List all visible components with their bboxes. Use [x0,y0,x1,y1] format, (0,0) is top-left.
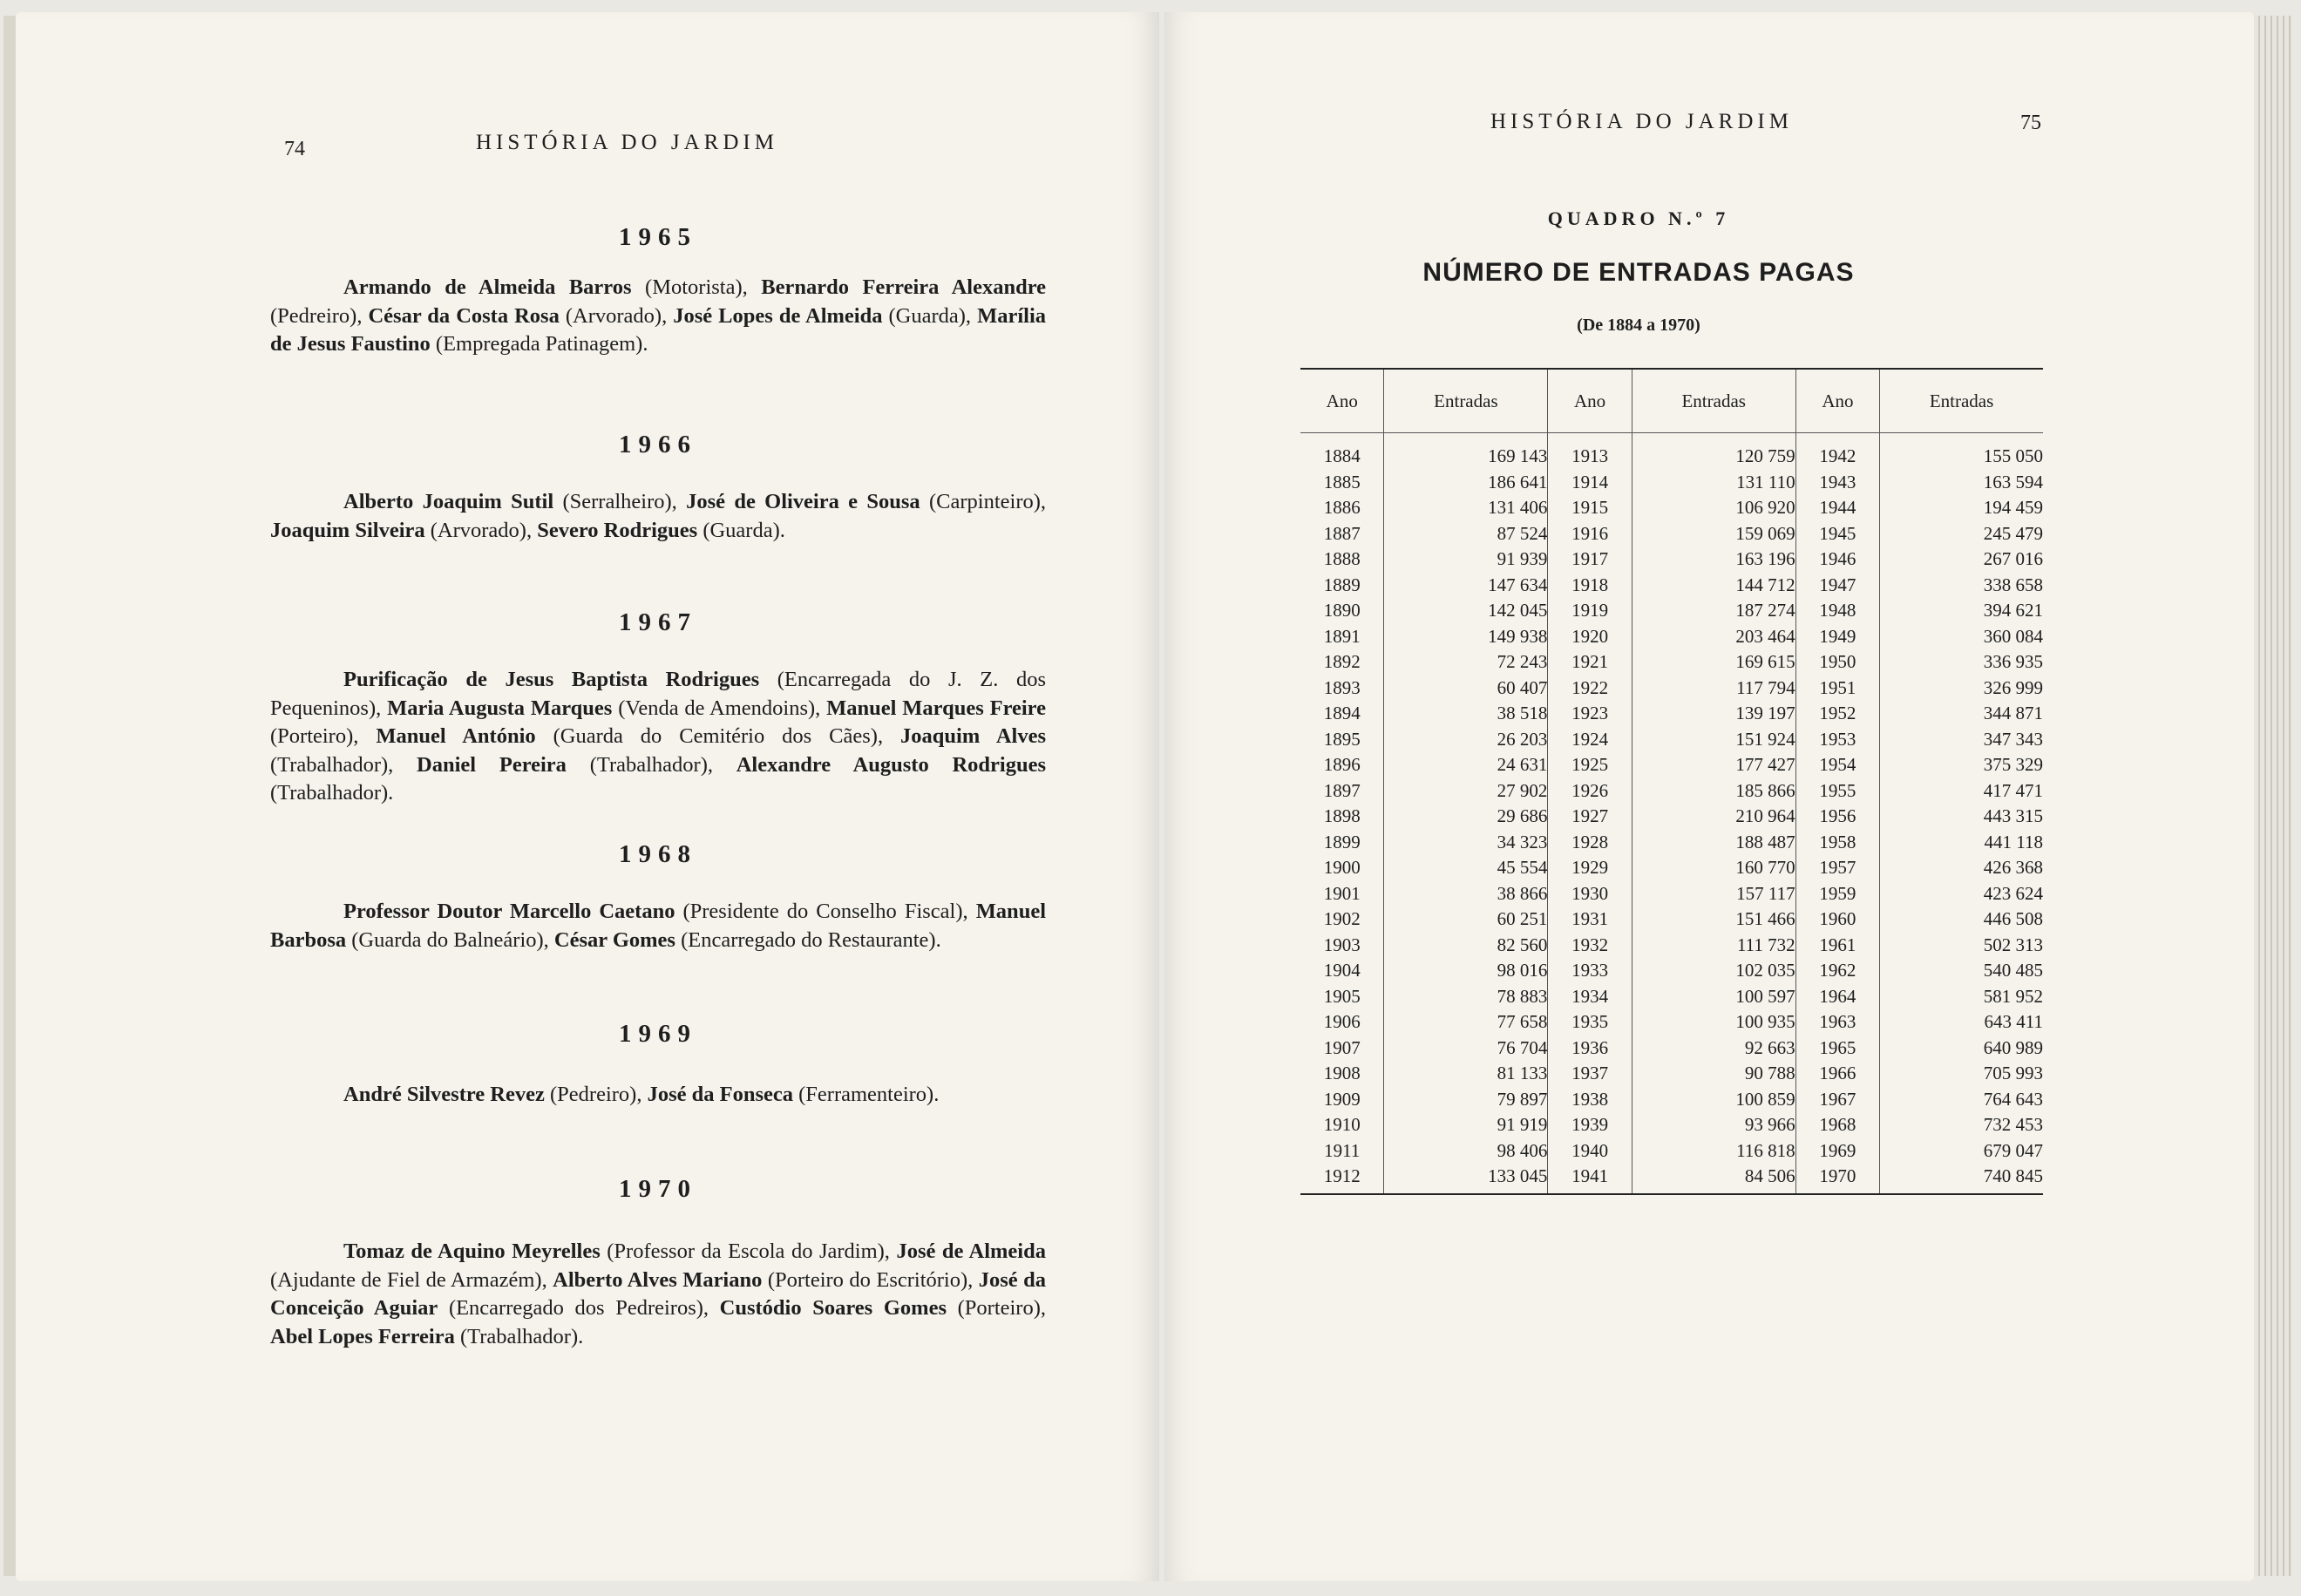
year-cell: 1895 [1300,727,1384,753]
year-cell: 1917 [1548,547,1632,573]
left-running-head: HISTÓRIA DO JARDIM [476,131,778,154]
staff-role: (Guarda), [882,303,978,328]
entries-cell: 92 663 [1632,1036,1795,1062]
table-row [1300,573,2043,599]
year-cell: 1947 [1795,573,1879,599]
staff-role: (Arvorado), [559,303,674,328]
staff-role: (Arvorado), [424,518,538,542]
year-cell: 1957 [1795,855,1879,881]
entries-cell: 336 935 [1983,651,2043,672]
year-cell: 1956 [1795,804,1879,830]
table-row [1300,1087,2043,1113]
staff-paragraph-1966 [270,488,1046,545]
staff-name: Bernardo Ferreira Alexandre [761,275,1046,299]
year-cell: 1940 [1548,1138,1632,1165]
table-row [1300,881,2043,907]
year-cell: 1919 [1548,598,1632,624]
entries-cell: 117 794 [1632,676,1795,702]
year-cell: 1965 [1795,1036,1879,1062]
entries-cell: 157 117 [1632,881,1795,907]
entries-cell: 446 508 [1983,908,2043,929]
year-heading-1966: 1966 [619,431,697,458]
entries-cell: 29 686 [1384,804,1548,830]
entries-cell: 120 759 [1632,433,1795,470]
year-cell: 1942 [1795,433,1879,470]
entries-cell: 27 902 [1384,778,1548,805]
year-cell: 1950 [1795,649,1879,676]
entries-cell: 163 196 [1632,547,1795,573]
staff-name: Daniel Pereira [417,752,567,777]
staff-role: (Trabalhador). [270,781,394,805]
entries-cell: 151 466 [1632,907,1795,933]
table-row [1300,830,2043,856]
entries-cell: 417 471 [1983,779,2043,801]
year-heading-1970: 1970 [619,1175,697,1203]
entries-cell: 100 597 [1632,984,1795,1010]
entries-cell: 764 643 [1983,1088,2043,1110]
entries-cell: 344 871 [1983,703,2043,723]
year-cell: 1937 [1548,1061,1632,1087]
staff-role: (Ajudante de Fiel de Armazém), [270,1267,553,1292]
entries-cell: 81 133 [1384,1061,1548,1087]
entries-cell: 160 770 [1632,855,1795,881]
table-row [1300,1036,2043,1062]
year-cell: 1901 [1300,881,1384,907]
staff-name: Joaquim Alves [900,724,1047,748]
staff-name: José da Conceição Aguiar [270,1267,1046,1320]
entries-cell: 60 407 [1384,676,1548,702]
year-cell: 1887 [1300,521,1384,547]
year-cell: 1906 [1300,1009,1384,1036]
year-cell: 1952 [1795,701,1879,727]
year-cell: 1926 [1548,778,1632,805]
year-cell: 1920 [1548,624,1632,650]
year-cell: 1927 [1548,804,1632,830]
table-row [1300,855,2043,881]
year-cell: 1911 [1300,1138,1384,1165]
entries-cell: 78 883 [1384,984,1548,1010]
entries-cell: 267 016 [1983,548,2043,569]
year-cell: 1944 [1795,495,1879,521]
table-header-row [1300,369,2043,433]
entries-cell: 394 621 [1983,600,2043,621]
header-entradas: Entradas [1384,369,1548,433]
entries-cell: 91 939 [1384,547,1548,573]
staff-paragraph-1965 [270,274,1046,359]
table-date-range: (De 1884 a 1970) [1577,316,1700,335]
year-cell: 1960 [1795,907,1879,933]
year-cell: 1914 [1548,470,1632,496]
year-cell: 1912 [1300,1164,1384,1194]
table-row [1300,495,2043,521]
year-cell: 1930 [1548,881,1632,907]
staff-role: (Encarregado do Restaurante). [675,927,941,952]
year-cell: 1894 [1300,701,1384,727]
entries-cell: 187 274 [1632,598,1795,624]
entries-cell: 142 045 [1384,598,1548,624]
staff-role: (Guarda do Cemitério dos Cães), [535,724,901,748]
staff-name: Manuel António [376,724,536,748]
staff-role: (Pedreiro), [544,1083,648,1106]
year-cell: 1913 [1548,433,1632,470]
year-cell: 1921 [1548,649,1632,676]
year-cell: 1915 [1548,495,1632,521]
table-row [1300,521,2043,547]
staff-role: (Trabalhador), [566,752,736,777]
table-row [1300,598,2043,624]
year-cell: 1939 [1548,1112,1632,1138]
year-cell: 1898 [1300,804,1384,830]
year-cell: 1955 [1795,778,1879,805]
entries-cell: 177 427 [1632,752,1795,778]
year-cell: 1953 [1795,727,1879,753]
table-row [1300,727,2043,753]
entries-cell: 705 993 [1983,1063,2043,1083]
entries-cell: 245 479 [1983,522,2043,544]
staff-name: Tomaz de Aquino Meyrelles [343,1239,601,1263]
staff-role: (Porteiro), [270,724,377,748]
staff-role: (Guarda do Balneário), [346,927,554,952]
year-cell: 1963 [1795,1009,1879,1036]
year-cell: 1948 [1795,598,1879,624]
staff-role: (Ferramenteiro). [793,1083,940,1106]
year-cell: 1933 [1548,958,1632,984]
staff-name: José da Fonseca [647,1083,793,1106]
year-cell: 1924 [1548,727,1632,753]
year-cell: 1922 [1548,676,1632,702]
entries-cell: 76 704 [1384,1036,1548,1062]
entries-cell: 194 459 [1983,497,2043,518]
year-cell: 1892 [1300,649,1384,676]
header-ano: Ano [1300,369,1384,433]
entries-cell: 147 634 [1384,573,1548,599]
entries-cell: 72 243 [1384,649,1548,676]
table-row [1300,984,2043,1010]
table-row [1300,752,2043,778]
staff-role: (Porteiro), [946,1296,1046,1320]
staff-role: (Encarregada do J. Z. dos Pequeninos), [270,668,1047,720]
year-heading-1969: 1969 [619,1020,697,1048]
staff-name: Professor Doutor Marcello Caetano [343,900,675,923]
entries-cell: 326 999 [1983,676,2043,698]
year-cell: 1923 [1548,701,1632,727]
year-cell: 1951 [1795,676,1879,702]
staff-role: (Guarda). [697,518,785,542]
year-heading-1967: 1967 [619,608,697,636]
entries-cell: 360 084 [1983,625,2043,647]
year-cell: 1935 [1548,1009,1632,1036]
entries-cell: 38 866 [1384,881,1548,907]
header-ano: Ano [1795,369,1879,433]
staff-role: (Trabalhador), [270,752,417,777]
staff-name: Abel Lopes Ferreira [270,1324,455,1348]
entries-cell: 151 924 [1632,727,1795,753]
year-heading-1968: 1968 [619,840,697,868]
entries-cell: 581 952 [1983,985,2043,1007]
table-row [1300,433,2043,470]
entries-cell: 82 560 [1384,933,1548,959]
year-cell: 1961 [1795,933,1879,959]
entries-cell: 79 897 [1384,1087,1548,1113]
year-cell: 1897 [1300,778,1384,805]
staff-role: (Porteiro do Escritório), [762,1267,979,1292]
header-ano: Ano [1548,369,1632,433]
year-cell: 1934 [1548,984,1632,1010]
staff-role: (Empregada Patinagem). [430,332,648,356]
year-cell: 1902 [1300,907,1384,933]
table-row [1300,676,2043,702]
year-cell: 1954 [1795,752,1879,778]
entries-cell: 90 788 [1632,1061,1795,1087]
table-row [1300,778,2043,805]
year-cell: 1896 [1300,752,1384,778]
staff-role: (Serralheiro), [553,490,687,513]
table-row [1300,1061,2043,1087]
table-body [1300,433,2043,1194]
entries-cell: 185 866 [1632,778,1795,805]
right-page-number: 75 [2020,112,2041,134]
year-cell: 1905 [1300,984,1384,1010]
table-row [1300,649,2043,676]
year-cell: 1899 [1300,830,1384,856]
entries-cell: 87 524 [1384,521,1548,547]
right-running-head: HISTÓRIA DO JARDIM [1490,110,1793,133]
staff-name: Alberto Alves Mariano [553,1267,763,1292]
staff-name: Custódio Soares Gomes [719,1296,947,1320]
year-cell: 1962 [1795,958,1879,984]
entries-cell: 159 069 [1632,521,1795,547]
staff-role: (Professor da Escola do Jardim), [600,1239,897,1263]
year-cell: 1949 [1795,624,1879,650]
entries-cell: 144 712 [1632,573,1795,599]
entries-cell: 640 989 [1983,1036,2043,1058]
year-cell: 1958 [1795,830,1879,856]
staff-name: Joaquim Silveira [270,518,425,542]
entries-cell: 131 110 [1632,470,1795,496]
staff-role: (Motorista), [631,275,762,299]
entries-cell: 139 197 [1632,701,1795,727]
table-row [1300,1138,2043,1165]
header-entradas: Entradas [1880,369,2043,433]
table-row [1300,933,2043,959]
staff-name: Marília de Jesus Faustino [270,303,1046,356]
table-row [1300,701,2043,727]
entries-cell: 643 411 [1984,1011,2043,1032]
year-cell: 1900 [1300,855,1384,881]
entries-cell: 100 935 [1632,1009,1795,1036]
entries-cell: 98 016 [1384,958,1548,984]
year-cell: 1945 [1795,521,1879,547]
staff-role: (Encarregado dos Pedreiros), [438,1296,720,1320]
entries-cell: 38 518 [1384,701,1548,727]
entries-cell: 26 203 [1384,727,1548,753]
year-cell: 1964 [1795,984,1879,1010]
staff-paragraph-1968 [270,898,1046,954]
year-cell: 1946 [1795,547,1879,573]
entries-cell: 186 641 [1384,470,1548,496]
year-cell: 1936 [1548,1036,1632,1062]
year-cell: 1967 [1795,1087,1879,1113]
staff-name: César da Costa Rosa [368,303,560,328]
year-cell: 1916 [1548,521,1632,547]
entries-cell: 540 485 [1983,960,2043,981]
year-cell: 1908 [1300,1061,1384,1087]
entries-cell: 423 624 [1983,882,2043,904]
book-edge-right [2254,16,2292,1576]
year-cell: 1885 [1300,470,1384,496]
year-cell: 1893 [1300,676,1384,702]
staff-name: Alberto Joaquim Sutil [343,490,554,513]
entries-cell: 84 506 [1632,1164,1795,1194]
entries-cell: 60 251 [1384,907,1548,933]
table-row [1300,1009,2043,1036]
entries-cell: 133 045 [1384,1164,1548,1194]
entries-cell: 111 732 [1632,933,1795,959]
staff-role: (Trabalhador). [454,1324,584,1348]
entries-cell: 34 323 [1384,830,1548,856]
year-cell: 1918 [1548,573,1632,599]
year-cell: 1903 [1300,933,1384,959]
staff-name: Purificação de Jesus Baptista Rodrigues [343,668,760,691]
year-cell: 1968 [1795,1112,1879,1138]
year-cell: 1929 [1548,855,1632,881]
entries-cell: 77 658 [1384,1009,1548,1036]
year-cell: 1889 [1300,573,1384,599]
entries-cell: 116 818 [1632,1138,1795,1165]
table-row [1300,624,2043,650]
table-caption: QUADRO N.º 7 [1547,207,1730,229]
table-title: NÚMERO DE ENTRADAS PAGAS [1422,258,1855,287]
staff-name: André Silvestre Revez [343,1083,545,1106]
staff-name: Maria Augusta Marques [387,696,613,720]
year-cell: 1891 [1300,624,1384,650]
entries-cell: 502 313 [1983,934,2043,955]
year-cell: 1943 [1795,470,1879,496]
entries-cell: 155 050 [1983,445,2043,466]
staff-name: José Lopes de Almeida [673,303,883,328]
entries-cell: 169 143 [1384,433,1548,470]
entries-cell: 740 845 [1983,1165,2043,1186]
entries-cell: 163 594 [1983,471,2043,492]
year-cell: 1931 [1548,907,1632,933]
staff-name: Manuel Marques Freire [826,696,1046,720]
staff-role: (Venda de Amendoins), [612,696,827,720]
entries-cell: 188 487 [1632,830,1795,856]
year-cell: 1886 [1300,495,1384,521]
table-row [1300,804,2043,830]
table-row [1300,907,2043,933]
year-cell: 1890 [1300,598,1384,624]
year-cell: 1884 [1300,433,1384,470]
entries-cell: 203 464 [1632,624,1795,650]
entries-cell: 106 920 [1632,495,1795,521]
entries-cell: 93 966 [1632,1112,1795,1138]
staff-role: (Presidente do Conselho Fiscal), [675,900,976,923]
staff-paragraph-1967 [270,666,1046,808]
year-cell: 1966 [1795,1061,1879,1087]
left-page-number: 74 [284,138,305,160]
entries-cell: 98 406 [1384,1138,1548,1165]
staff-paragraph-1969 [270,1081,1046,1110]
year-cell: 1938 [1548,1087,1632,1113]
year-cell: 1909 [1300,1087,1384,1113]
staff-paragraph-1970 [270,1238,1046,1351]
year-cell: 1941 [1548,1164,1632,1194]
staff-name: José de Almeida [896,1239,1046,1263]
year-cell: 1932 [1548,933,1632,959]
entries-cell: 426 368 [1983,857,2043,878]
entries-cell: 210 964 [1632,804,1795,830]
year-heading-1965: 1965 [619,223,697,251]
staff-role: (Pedreiro), [270,303,369,328]
year-cell: 1907 [1300,1036,1384,1062]
entries-cell: 338 658 [1983,574,2043,595]
entries-cell: 347 343 [1983,728,2043,750]
entries-cell: 443 315 [1983,805,2043,826]
staff-name: José de Oliveira e Sousa [686,490,920,513]
staff-name: Manuel Barbosa [270,900,1046,952]
year-cell: 1928 [1548,830,1632,856]
year-cell: 1970 [1795,1164,1879,1194]
table-row [1300,547,2043,573]
table-row [1300,470,2043,496]
entries-cell: 131 406 [1384,495,1548,521]
entries-cell: 169 615 [1632,649,1795,676]
staff-name: César Gomes [553,927,675,952]
year-cell: 1959 [1795,881,1879,907]
entries-cell: 441 118 [1984,831,2043,852]
entries-cell: 732 453 [1983,1114,2043,1135]
paid-entries-table [1300,368,2043,1195]
entries-cell: 24 631 [1384,752,1548,778]
entries-cell: 100 859 [1632,1087,1795,1113]
table-row [1300,1112,2043,1138]
entries-cell: 91 919 [1384,1112,1548,1138]
year-cell: 1904 [1300,958,1384,984]
entries-cell: 375 329 [1983,754,2043,775]
table-row [1300,1164,2043,1194]
entries-cell: 102 035 [1632,958,1795,984]
staff-name: Armando de Almeida Barros [343,275,632,299]
staff-name: Severo Rodrigues [537,518,698,542]
year-cell: 1925 [1548,752,1632,778]
entries-cell: 149 938 [1384,624,1548,650]
year-cell: 1888 [1300,547,1384,573]
entries-cell: 45 554 [1384,855,1548,881]
staff-role: (Carpinteiro), [920,490,1047,513]
header-entradas: Entradas [1632,369,1795,433]
year-cell: 1910 [1300,1112,1384,1138]
table-row [1300,958,2043,984]
staff-name: Alexandre Augusto Rodrigues [736,752,1046,777]
year-cell: 1969 [1795,1138,1879,1165]
entries-cell: 679 047 [1983,1139,2043,1161]
